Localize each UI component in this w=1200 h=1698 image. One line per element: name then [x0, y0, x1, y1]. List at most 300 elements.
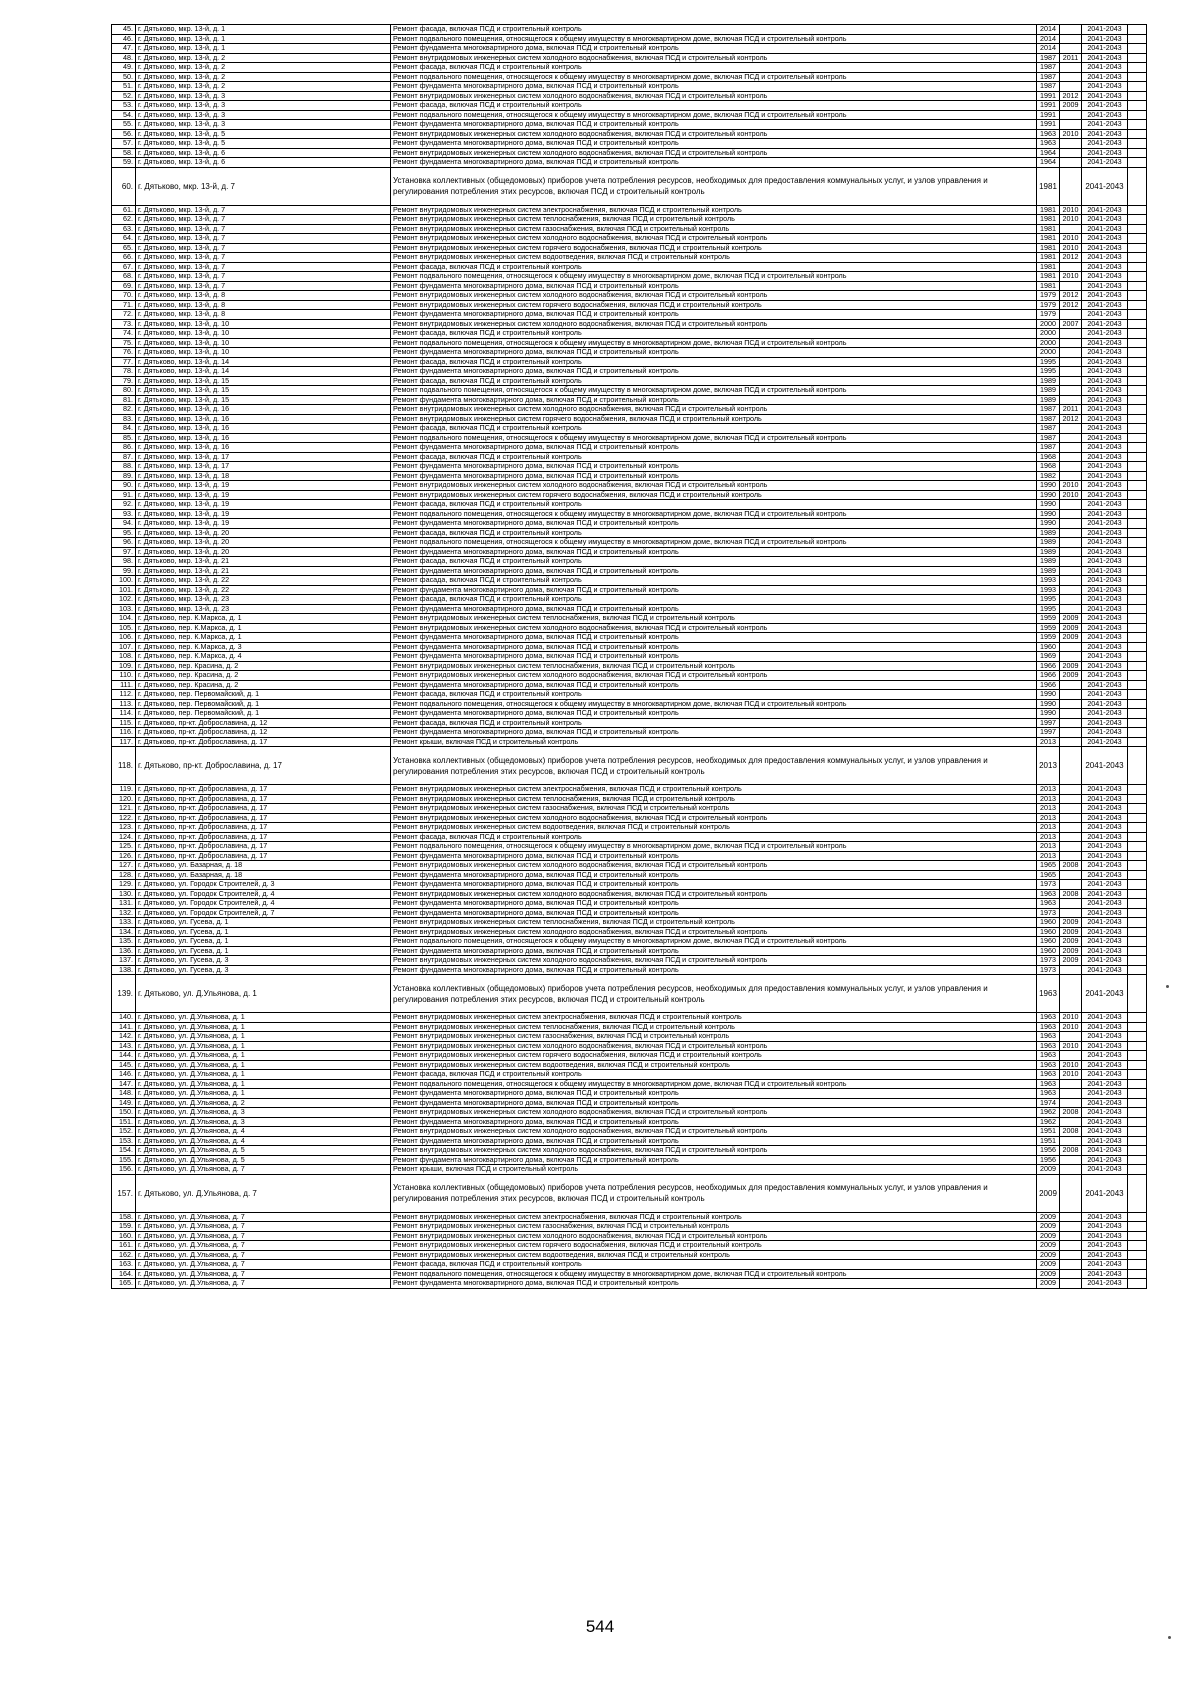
row-planned-period: 2041-2043: [1082, 1089, 1128, 1099]
row-extra: [1128, 652, 1147, 662]
row-work-type: Ремонт внутридомовых инженерных систем теплоснабжения, включая ПСД и строительный контроль: [391, 661, 1037, 671]
table-row: [112, 101, 1147, 111]
table-row: [112, 386, 1147, 396]
row-planned-period: 2041-2043: [1082, 44, 1128, 54]
row-planned-period: 2041-2043: [1082, 1231, 1128, 1241]
row-number: 129.: [112, 880, 136, 890]
row-address: г. Дятьково, ул. Д.Ульянова, д. 4: [136, 1127, 391, 1137]
row-build-year: 1989: [1037, 386, 1060, 396]
row-address: г. Дятьково, мкр. 13-й, д. 3: [136, 101, 391, 111]
table-row: [112, 1165, 1147, 1175]
row-address: г. Дятьково, ул. Д.Ульянова, д. 1: [136, 1070, 391, 1080]
table-row: [112, 975, 1147, 1013]
row-build-year: 1973: [1037, 956, 1060, 966]
row-address: г. Дятьково, ул. Д.Ульянова, д. 2: [136, 1098, 391, 1108]
row-planned-period: 2041-2043: [1082, 1222, 1128, 1232]
row-work-type: Ремонт внутридомовых инженерных систем газоснабжения, включая ПСД и строительный контроль: [391, 804, 1037, 814]
table-row: [112, 614, 1147, 624]
row-build-year: 1963: [1037, 975, 1060, 1013]
row-last-repair-year: 2011: [1060, 405, 1082, 415]
row-number: 132.: [112, 908, 136, 918]
table-row: [112, 680, 1147, 690]
row-build-year: 1963: [1037, 1032, 1060, 1042]
row-planned-period: 2041-2043: [1082, 737, 1128, 747]
row-last-repair-year: 2012: [1060, 291, 1082, 301]
row-last-repair-year: [1060, 452, 1082, 462]
table-row: [112, 1241, 1147, 1251]
row-extra: [1128, 1041, 1147, 1051]
row-address: г. Дятьково, ул. Гусева, д. 3: [136, 965, 391, 975]
row-work-type: Ремонт внутридомовых инженерных систем холодного водоснабжения, включая ПСД и строительный контроль: [391, 129, 1037, 139]
table-row: [112, 1089, 1147, 1099]
row-work-type: Ремонт фундамента многоквартирного дома, включая ПСД и строительный контроль: [391, 1117, 1037, 1127]
row-address: г. Дятьково, ул. Д.Ульянова, д. 5: [136, 1146, 391, 1156]
table-row: [112, 129, 1147, 139]
row-extra: [1128, 709, 1147, 719]
row-number: 160.: [112, 1231, 136, 1241]
row-last-repair-year: 2009: [1060, 623, 1082, 633]
row-address: г. Дятьково, мкр. 13-й, д. 10: [136, 319, 391, 329]
row-work-type: Ремонт фасада, включая ПСД и строительный контроль: [391, 557, 1037, 567]
row-extra: [1128, 728, 1147, 738]
table-row: [112, 946, 1147, 956]
row-build-year: 1995: [1037, 595, 1060, 605]
row-build-year: 2009: [1037, 1260, 1060, 1270]
row-extra: [1128, 329, 1147, 339]
row-build-year: 2013: [1037, 794, 1060, 804]
row-number: 83.: [112, 414, 136, 424]
row-build-year: 2009: [1037, 1241, 1060, 1251]
row-number: 93.: [112, 509, 136, 519]
table-row: [112, 1174, 1147, 1212]
row-address: г. Дятьково, мкр. 13-й, д. 3: [136, 120, 391, 130]
row-work-type: Ремонт внутридомовых инженерных систем холодного водоснабжения, включая ПСД и строительный контроль: [391, 956, 1037, 966]
row-build-year: 1979: [1037, 291, 1060, 301]
row-extra: [1128, 965, 1147, 975]
row-planned-period: 2041-2043: [1082, 547, 1128, 557]
row-address: г. Дятьково, мкр. 13-й, д. 7: [136, 243, 391, 253]
row-build-year: 1960: [1037, 937, 1060, 947]
row-work-type: Ремонт фундамента многоквартирного дома, включая ПСД и строительный контроль: [391, 471, 1037, 481]
row-extra: [1128, 395, 1147, 405]
row-work-type: Ремонт подвального помещения, относящегося к общему имуществу в многоквартирном доме, включая ПСД и строительный контроль: [391, 699, 1037, 709]
row-planned-period: 2041-2043: [1082, 880, 1128, 890]
row-work-type: Установка коллективных (общедомовых) приборов учета потребления ресурсов, необходимых для предоставления коммунальных услуг, и узлов управления и регулирования потребления этих ресурсов, включая ПСД и строительный контроль: [391, 1174, 1037, 1212]
row-last-repair-year: [1060, 424, 1082, 434]
row-planned-period: 2041-2043: [1082, 652, 1128, 662]
row-build-year: 1991: [1037, 110, 1060, 120]
table-row: [112, 224, 1147, 234]
row-planned-period: 2041-2043: [1082, 832, 1128, 842]
table-row: [112, 937, 1147, 947]
table-row: [112, 604, 1147, 614]
row-number: 69.: [112, 281, 136, 291]
row-work-type: Ремонт фасада, включая ПСД и строительный контроль: [391, 101, 1037, 111]
row-address: г. Дятьково, мкр. 13-й, д. 16: [136, 414, 391, 424]
row-last-repair-year: [1060, 395, 1082, 405]
row-build-year: 1979: [1037, 300, 1060, 310]
row-address: г. Дятьково, мкр. 13-й, д. 6: [136, 148, 391, 158]
row-work-type: Ремонт фундамента многоквартирного дома, включая ПСД и строительный контроль: [391, 367, 1037, 377]
row-planned-period: 2041-2043: [1082, 671, 1128, 681]
row-last-repair-year: [1060, 471, 1082, 481]
row-extra: [1128, 975, 1147, 1013]
row-number: 151.: [112, 1117, 136, 1127]
row-address: г. Дятьково, ул. Д.Ульянова, д. 1: [136, 975, 391, 1013]
row-planned-period: 2041-2043: [1082, 243, 1128, 253]
row-extra: [1128, 785, 1147, 795]
row-planned-period: 2041-2043: [1082, 699, 1128, 709]
table-row: [112, 348, 1147, 358]
row-last-repair-year: 2009: [1060, 633, 1082, 643]
row-number: 138.: [112, 965, 136, 975]
row-address: г. Дятьково, ул. Д.Ульянова, д. 5: [136, 1155, 391, 1165]
table-row: [112, 367, 1147, 377]
table-body: [112, 25, 1147, 1289]
table-row: [112, 823, 1147, 833]
row-number: 60.: [112, 167, 136, 205]
row-planned-period: 2041-2043: [1082, 908, 1128, 918]
row-extra: [1128, 310, 1147, 320]
row-address: г. Дятьково, мкр. 13-й, д. 7: [136, 262, 391, 272]
row-last-repair-year: [1060, 262, 1082, 272]
table-row: [112, 1231, 1147, 1241]
row-planned-period: 2041-2043: [1082, 386, 1128, 396]
row-work-type: Ремонт фундамента многоквартирного дома, включая ПСД и строительный контроль: [391, 946, 1037, 956]
row-planned-period: 2041-2043: [1082, 718, 1128, 728]
row-address: г. Дятьково, ул. Городок Строителей, д. 4: [136, 889, 391, 899]
row-build-year: 1963: [1037, 139, 1060, 149]
row-last-repair-year: [1060, 281, 1082, 291]
row-extra: [1128, 357, 1147, 367]
row-planned-period: 2041-2043: [1082, 813, 1128, 823]
row-planned-period: 2041-2043: [1082, 110, 1128, 120]
row-last-repair-year: 2010: [1060, 215, 1082, 225]
row-work-type: Ремонт фундамента многоквартирного дома, включая ПСД и строительный контроль: [391, 652, 1037, 662]
row-last-repair-year: [1060, 1174, 1082, 1212]
row-address: г. Дятьково, мкр. 13-й, д. 14: [136, 367, 391, 377]
row-extra: [1128, 1269, 1147, 1279]
row-build-year: 2009: [1037, 1174, 1060, 1212]
row-planned-period: 2041-2043: [1082, 1127, 1128, 1137]
row-planned-period: 2041-2043: [1082, 1174, 1128, 1212]
row-last-repair-year: [1060, 899, 1082, 909]
row-build-year: 1982: [1037, 471, 1060, 481]
table-row: [112, 1155, 1147, 1165]
row-address: г. Дятьково, мкр. 13-й, д. 8: [136, 310, 391, 320]
row-last-repair-year: [1060, 500, 1082, 510]
row-planned-period: 2041-2043: [1082, 91, 1128, 101]
row-number: 126.: [112, 851, 136, 861]
row-build-year: 2000: [1037, 348, 1060, 358]
row-build-year: 1959: [1037, 633, 1060, 643]
row-extra: [1128, 880, 1147, 890]
row-number: 87.: [112, 452, 136, 462]
row-address: г. Дятьково, пр-кт. Доброславина, д. 12: [136, 718, 391, 728]
row-last-repair-year: [1060, 25, 1082, 35]
row-extra: [1128, 338, 1147, 348]
table-row: [112, 889, 1147, 899]
row-extra: [1128, 861, 1147, 871]
row-work-type: Ремонт фундамента многоквартирного дома, включая ПСД и строительный контроль: [391, 395, 1037, 405]
table-row: [112, 813, 1147, 823]
row-extra: [1128, 262, 1147, 272]
row-extra: [1128, 272, 1147, 282]
table-row: [112, 519, 1147, 529]
row-extra: [1128, 804, 1147, 814]
row-address: г. Дятьково, пер. К.Маркса, д. 1: [136, 614, 391, 624]
row-planned-period: 2041-2043: [1082, 614, 1128, 624]
row-address: г. Дятьково, пр-кт. Доброславина, д. 17: [136, 832, 391, 842]
row-address: г. Дятьково, пер. Первомайский, д. 1: [136, 690, 391, 700]
row-work-type: Ремонт крыши, включая ПСД и строительный контроль: [391, 737, 1037, 747]
table-row: [112, 1269, 1147, 1279]
row-address: г. Дятьково, мкр. 13-й, д. 16: [136, 405, 391, 415]
row-number: 111.: [112, 680, 136, 690]
row-work-type: Ремонт фундамента многоквартирного дома, включая ПСД и строительный контроль: [391, 604, 1037, 614]
row-last-repair-year: [1060, 72, 1082, 82]
row-extra: [1128, 937, 1147, 947]
row-last-repair-year: 2012: [1060, 253, 1082, 263]
row-extra: [1128, 509, 1147, 519]
row-number: 147.: [112, 1079, 136, 1089]
table-row: [112, 34, 1147, 44]
row-build-year: 1993: [1037, 585, 1060, 595]
row-address: г. Дятьково, ул. Д.Ульянова, д. 1: [136, 1041, 391, 1051]
row-build-year: 1995: [1037, 357, 1060, 367]
row-number: 154.: [112, 1146, 136, 1156]
row-extra: [1128, 300, 1147, 310]
row-build-year: 1973: [1037, 965, 1060, 975]
row-planned-period: 2041-2043: [1082, 158, 1128, 168]
row-last-repair-year: [1060, 680, 1082, 690]
row-number: 157.: [112, 1174, 136, 1212]
row-last-repair-year: 2010: [1060, 234, 1082, 244]
row-extra: [1128, 139, 1147, 149]
row-address: г. Дятьково, пер. К.Маркса, д. 1: [136, 633, 391, 643]
row-last-repair-year: 2009: [1060, 946, 1082, 956]
row-planned-period: 2041-2043: [1082, 842, 1128, 852]
row-build-year: 1966: [1037, 680, 1060, 690]
row-work-type: Ремонт фасада, включая ПСД и строительный контроль: [391, 1260, 1037, 1270]
row-work-type: Ремонт фундамента многоквартирного дома, включая ПСД и строительный контроль: [391, 158, 1037, 168]
row-number: 105.: [112, 623, 136, 633]
row-extra: [1128, 1146, 1147, 1156]
row-last-repair-year: [1060, 120, 1082, 130]
table-row: [112, 538, 1147, 548]
row-extra: [1128, 851, 1147, 861]
row-number: 45.: [112, 25, 136, 35]
row-extra: [1128, 1117, 1147, 1127]
row-address: г. Дятьково, ул. Гусева, д. 1: [136, 918, 391, 928]
table-row: [112, 642, 1147, 652]
row-planned-period: 2041-2043: [1082, 224, 1128, 234]
row-work-type: Ремонт подвального помещения, относящегося к общему имуществу в многоквартирном доме, включая ПСД и строительный контроль: [391, 538, 1037, 548]
row-last-repair-year: [1060, 386, 1082, 396]
row-extra: [1128, 53, 1147, 63]
row-planned-period: 2041-2043: [1082, 433, 1128, 443]
row-last-repair-year: [1060, 547, 1082, 557]
table-row: [112, 44, 1147, 54]
row-number: 72.: [112, 310, 136, 320]
row-address: г. Дятьково, мкр. 13-й, д. 7: [136, 224, 391, 234]
row-last-repair-year: 2010: [1060, 1060, 1082, 1070]
row-planned-period: 2041-2043: [1082, 120, 1128, 130]
row-extra: [1128, 585, 1147, 595]
row-planned-period: 2041-2043: [1082, 500, 1128, 510]
row-last-repair-year: [1060, 737, 1082, 747]
row-number: 48.: [112, 53, 136, 63]
row-last-repair-year: 2009: [1060, 661, 1082, 671]
row-extra: [1128, 1070, 1147, 1080]
row-planned-period: 2041-2043: [1082, 72, 1128, 82]
row-last-repair-year: [1060, 1260, 1082, 1270]
row-work-type: Ремонт фундамента многоквартирного дома, включая ПСД и строительный контроль: [391, 44, 1037, 54]
row-last-repair-year: [1060, 1079, 1082, 1089]
table-row: [112, 1136, 1147, 1146]
row-extra: [1128, 25, 1147, 35]
row-build-year: 1989: [1037, 538, 1060, 548]
row-build-year: 2009: [1037, 1212, 1060, 1222]
row-last-repair-year: [1060, 310, 1082, 320]
row-address: г. Дятьково, мкр. 13-й, д. 19: [136, 500, 391, 510]
row-extra: [1128, 1174, 1147, 1212]
row-extra: [1128, 234, 1147, 244]
row-last-repair-year: [1060, 82, 1082, 92]
row-extra: [1128, 642, 1147, 652]
row-build-year: 2013: [1037, 842, 1060, 852]
row-last-repair-year: 2010: [1060, 243, 1082, 253]
row-extra: [1128, 490, 1147, 500]
row-work-type: Ремонт внутридомовых инженерных систем горячего водоснабжения, включая ПСД и строительный контроль: [391, 243, 1037, 253]
row-last-repair-year: [1060, 538, 1082, 548]
table-row: [112, 243, 1147, 253]
row-extra: [1128, 595, 1147, 605]
row-planned-period: 2041-2043: [1082, 25, 1128, 35]
row-address: г. Дятьково, пр-кт. Доброславина, д. 17: [136, 842, 391, 852]
row-build-year: 1966: [1037, 661, 1060, 671]
row-extra: [1128, 319, 1147, 329]
row-planned-period: 2041-2043: [1082, 205, 1128, 215]
row-address: г. Дятьково, пр-кт. Доброславина, д. 17: [136, 747, 391, 785]
row-build-year: 2009: [1037, 1279, 1060, 1289]
row-number: 131.: [112, 899, 136, 909]
row-number: 74.: [112, 329, 136, 339]
row-work-type: Ремонт внутридомовых инженерных систем холодного водоснабжения, включая ПСД и строительный контроль: [391, 927, 1037, 937]
row-last-repair-year: 2008: [1060, 1108, 1082, 1118]
table-row: [112, 747, 1147, 785]
row-address: г. Дятьково, ул. Д.Ульянова, д. 1: [136, 1079, 391, 1089]
table-row: [112, 433, 1147, 443]
row-build-year: 1981: [1037, 272, 1060, 282]
row-planned-period: 2041-2043: [1082, 1269, 1128, 1279]
row-address: г. Дятьково, ул. Д.Ульянова, д. 7: [136, 1212, 391, 1222]
table-row: [112, 1212, 1147, 1222]
row-address: г. Дятьково, мкр. 13-й, д. 2: [136, 53, 391, 63]
row-last-repair-year: 2011: [1060, 53, 1082, 63]
row-work-type: Ремонт фундамента многоквартирного дома, включая ПСД и строительный контроль: [391, 642, 1037, 652]
row-last-repair-year: [1060, 443, 1082, 453]
row-address: г. Дятьково, ул. Д.Ульянова, д. 4: [136, 1136, 391, 1146]
row-address: г. Дятьково, мкр. 13-й, д. 20: [136, 538, 391, 548]
row-last-repair-year: [1060, 604, 1082, 614]
row-build-year: 1962: [1037, 1117, 1060, 1127]
row-build-year: 2013: [1037, 813, 1060, 823]
row-planned-period: 2041-2043: [1082, 1165, 1128, 1175]
row-number: 159.: [112, 1222, 136, 1232]
row-address: г. Дятьково, ул. Гусева, д. 1: [136, 937, 391, 947]
row-build-year: 1981: [1037, 262, 1060, 272]
row-extra: [1128, 1032, 1147, 1042]
row-last-repair-year: [1060, 139, 1082, 149]
row-work-type: Ремонт фасада, включая ПСД и строительный контроль: [391, 832, 1037, 842]
row-work-type: Ремонт внутридомовых инженерных систем холодного водоснабжения, включая ПСД и строительный контроль: [391, 1146, 1037, 1156]
row-work-type: Установка коллективных (общедомовых) приборов учета потребления ресурсов, необходимых для предоставления коммунальных услуг, и узлов управления и регулирования потребления этих ресурсов, включая ПСД и строительный контроль: [391, 167, 1037, 205]
row-number: 46.: [112, 34, 136, 44]
row-work-type: Ремонт внутридомовых инженерных систем холодного водоснабжения, включая ПСД и строительный контроль: [391, 291, 1037, 301]
row-number: 76.: [112, 348, 136, 358]
row-planned-period: 2041-2043: [1082, 965, 1128, 975]
row-planned-period: 2041-2043: [1082, 1098, 1128, 1108]
row-extra: [1128, 101, 1147, 111]
row-planned-period: 2041-2043: [1082, 566, 1128, 576]
row-last-repair-year: [1060, 880, 1082, 890]
row-build-year: 1981: [1037, 281, 1060, 291]
row-work-type: Ремонт внутридомовых инженерных систем холодного водоснабжения, включая ПСД и строительный контроль: [391, 671, 1037, 681]
row-last-repair-year: [1060, 348, 1082, 358]
row-build-year: 1997: [1037, 718, 1060, 728]
row-number: 57.: [112, 139, 136, 149]
row-last-repair-year: [1060, 870, 1082, 880]
row-build-year: 2014: [1037, 25, 1060, 35]
row-address: г. Дятьково, мкр. 13-й, д. 1: [136, 25, 391, 35]
table-row: [112, 851, 1147, 861]
row-last-repair-year: 2008: [1060, 861, 1082, 871]
row-address: г. Дятьково, мкр. 13-й, д. 23: [136, 604, 391, 614]
row-number: 130.: [112, 889, 136, 899]
row-address: г. Дятьково, пр-кт. Доброславина, д. 17: [136, 823, 391, 833]
row-extra: [1128, 1127, 1147, 1137]
row-extra: [1128, 870, 1147, 880]
row-build-year: 1973: [1037, 908, 1060, 918]
table-row: [112, 1060, 1147, 1070]
row-work-type: Установка коллективных (общедомовых) приборов учета потребления ресурсов, необходимых для предоставления коммунальных услуг, и узлов управления и регулирования потребления этих ресурсов, включая ПСД и строительный контроль: [391, 747, 1037, 785]
row-build-year: 1989: [1037, 376, 1060, 386]
row-number: 99.: [112, 566, 136, 576]
row-number: 92.: [112, 500, 136, 510]
row-build-year: 1960: [1037, 642, 1060, 652]
table-row: [112, 414, 1147, 424]
table-row: [112, 737, 1147, 747]
row-number: 124.: [112, 832, 136, 842]
row-number: 149.: [112, 1098, 136, 1108]
row-build-year: 1990: [1037, 699, 1060, 709]
row-extra: [1128, 1165, 1147, 1175]
row-last-repair-year: [1060, 1212, 1082, 1222]
row-last-repair-year: [1060, 357, 1082, 367]
row-last-repair-year: [1060, 1269, 1082, 1279]
row-extra: [1128, 680, 1147, 690]
row-number: 55.: [112, 120, 136, 130]
row-planned-period: 2041-2043: [1082, 348, 1128, 358]
row-address: г. Дятьково, ул. Д.Ульянова, д. 7: [136, 1260, 391, 1270]
row-planned-period: 2041-2043: [1082, 538, 1128, 548]
row-number: 137.: [112, 956, 136, 966]
row-number: 77.: [112, 357, 136, 367]
row-extra: [1128, 661, 1147, 671]
row-last-repair-year: [1060, 329, 1082, 339]
row-planned-period: 2041-2043: [1082, 148, 1128, 158]
